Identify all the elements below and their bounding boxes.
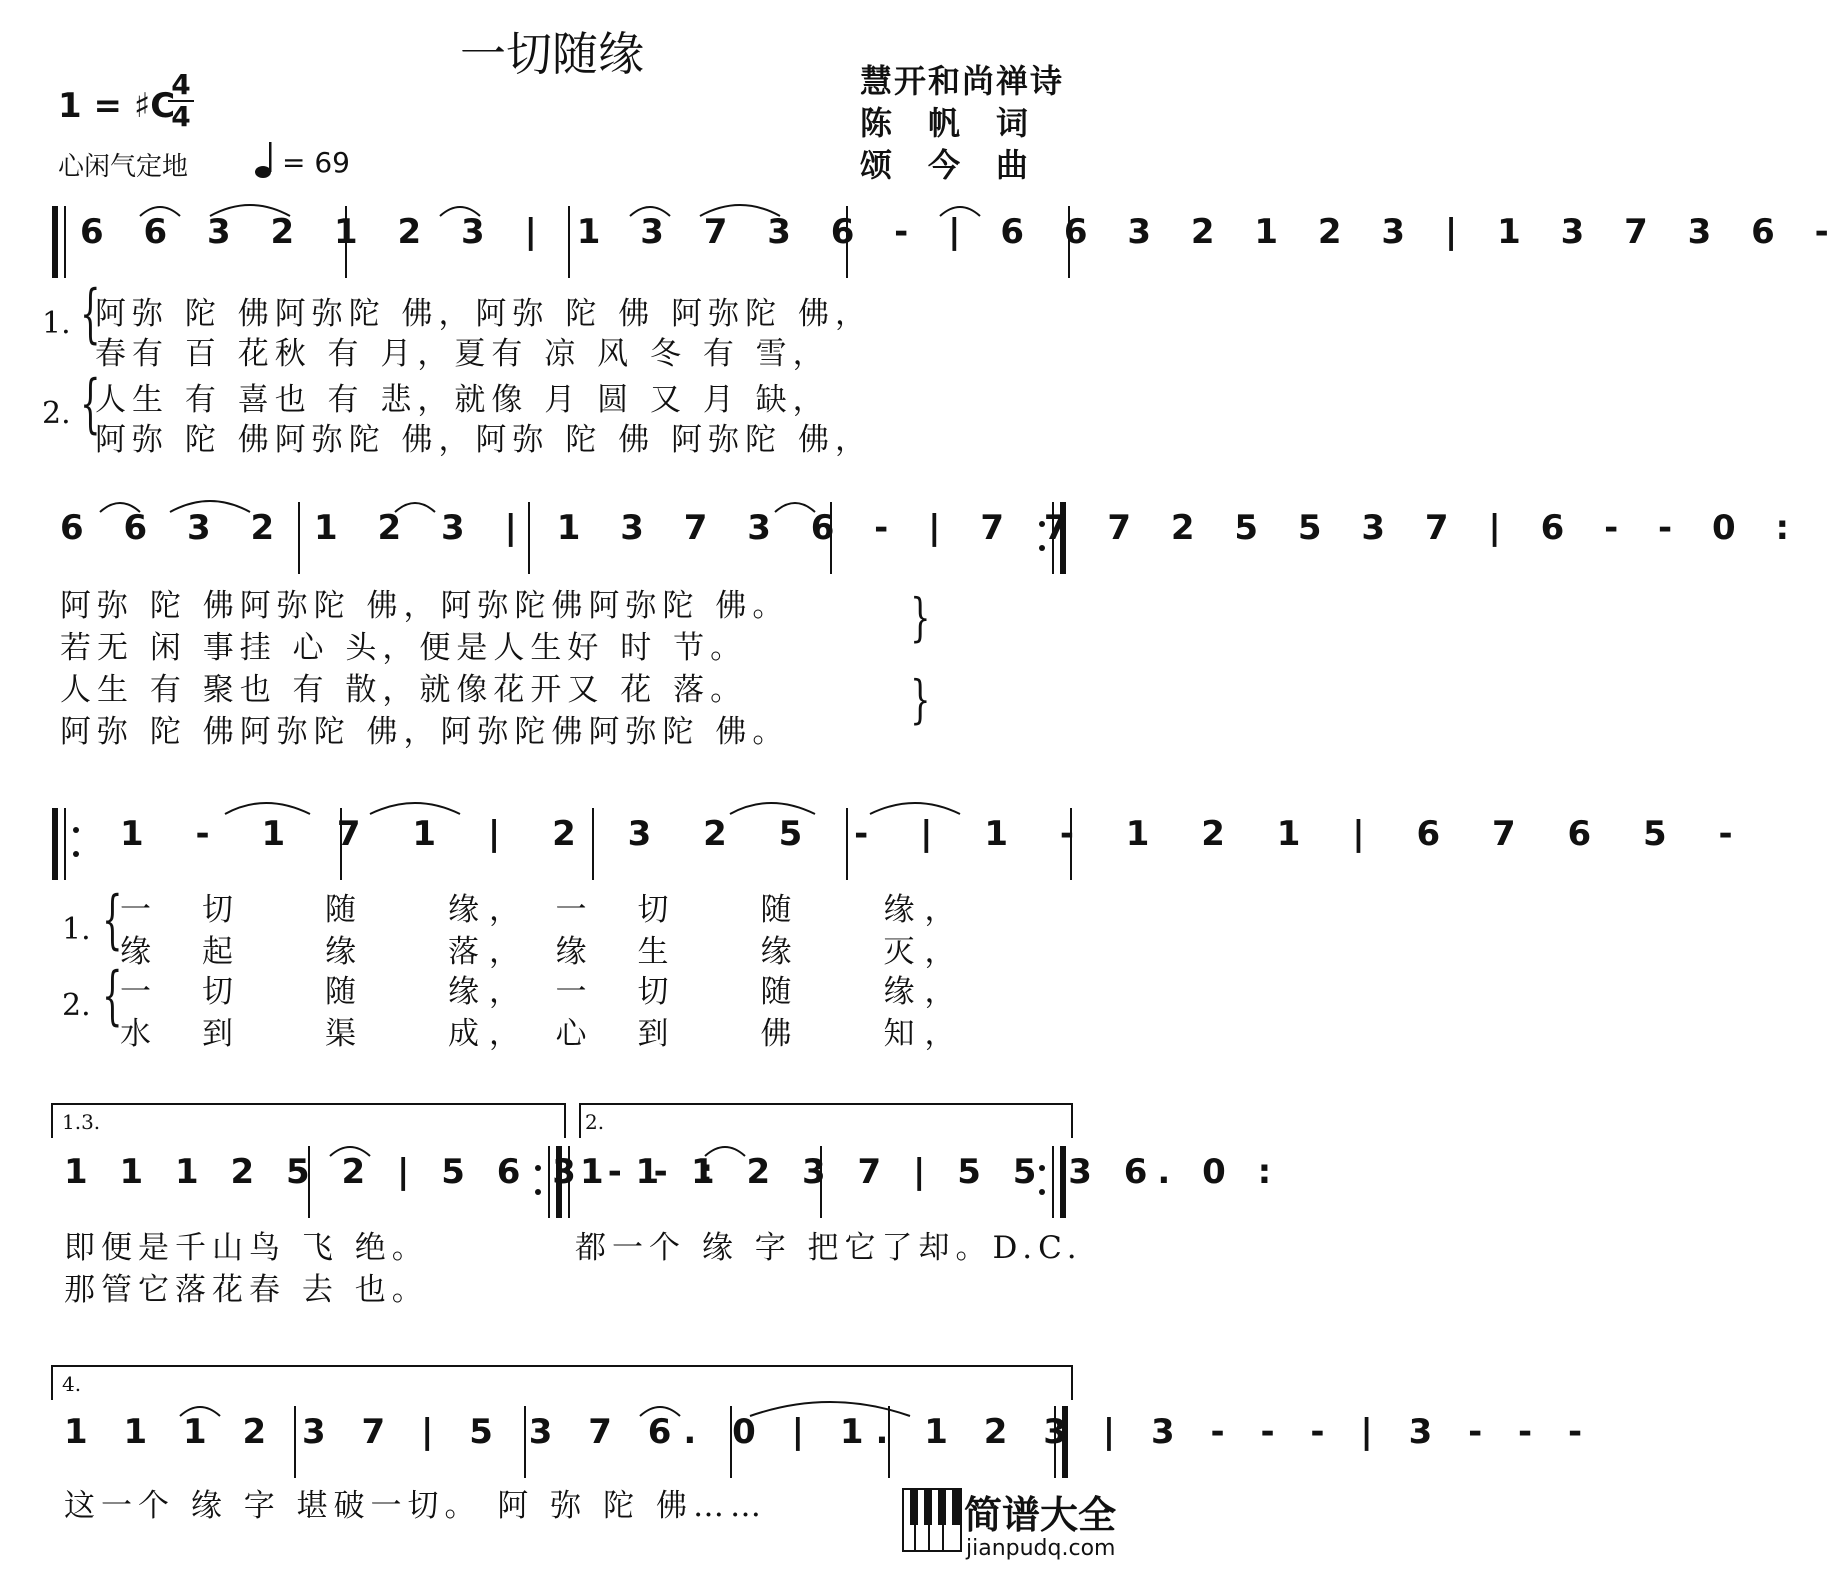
brace-icon: { bbox=[80, 277, 101, 351]
lyric-line: 水 到 渠 成， 心 到 佛 知， bbox=[120, 1016, 966, 1052]
volta-label-1: 1.3. bbox=[62, 1110, 101, 1134]
lyric-line: 即便是千山鸟 飞 绝。 bbox=[64, 1230, 429, 1266]
watermark-brand: 简谱大全 bbox=[964, 1493, 1117, 1537]
staff-row-5 bbox=[40, 1398, 1595, 1488]
key-signature: 1 = ♯C bbox=[58, 86, 176, 126]
staff-row-3 bbox=[40, 800, 1753, 890]
time-numerator: 4 bbox=[171, 68, 191, 101]
lyric-line: 若无 闲 事挂 心 头，便是人生好 时 节。 bbox=[60, 630, 748, 666]
lyric-line: 缘 起 缘 落， 缘 生 缘 灭， bbox=[120, 934, 966, 970]
lyric-line: 阿弥 陀 佛阿弥陀 佛，阿弥 陀 佛 阿弥陀 佛， bbox=[95, 422, 872, 458]
staff-row-1 bbox=[40, 198, 1843, 288]
brace-icon: } bbox=[910, 670, 931, 730]
watermark-logo bbox=[902, 1482, 1117, 1570]
lyric-line: 都一个 缘 字 把它了却。D.C. bbox=[575, 1230, 1083, 1266]
brace-icon: } bbox=[910, 588, 931, 648]
credit-lyricist: 陈 帆 词 bbox=[860, 104, 1031, 142]
brace-icon: { bbox=[102, 959, 123, 1033]
credit-composer: 颂 今 曲 bbox=[860, 146, 1031, 184]
time-denominator: 4 bbox=[171, 100, 191, 133]
lyric-line: 阿弥 陀 佛阿弥陀 佛，阿弥 陀 佛 阿弥陀 佛， bbox=[95, 296, 872, 332]
watermark-url: jianpudq.com bbox=[966, 1536, 1116, 1561]
brace-icon: { bbox=[102, 883, 123, 957]
verse-label-1: 1. bbox=[42, 306, 71, 341]
lyric-line: 人生 有 聚也 有 散，就像花开又 花 落。 bbox=[60, 672, 748, 708]
lyric-line: 一 切 随 缘， 一 切 随 缘， bbox=[120, 892, 966, 928]
credit-poet: 慧开和尚禅诗 bbox=[860, 62, 1065, 100]
piano-keys-icon bbox=[902, 1488, 962, 1552]
time-signature bbox=[168, 70, 194, 132]
verse-label-2: 2. bbox=[42, 396, 71, 431]
staff-row-4 bbox=[40, 1138, 1282, 1228]
staff-row-2 bbox=[40, 494, 1804, 584]
quarter-note-icon bbox=[255, 140, 279, 184]
notes-volta-2: 1 1 1 2 3 7 | 5 5 3 6. 0 : bbox=[580, 1152, 1282, 1192]
notes-row-1: 6 6 3 2 1 2 3 | 1 3 7 3 6 - | 6 6 3 2 1 2 3 | 1 3 7 3 6 - bbox=[80, 212, 1843, 252]
verse-label-2: 2. bbox=[62, 988, 91, 1023]
notes-row-3: 1 - 1 7 1 | 2 3 2 5 - | 1 - 1 2 1 | 6 7 6 5 - bbox=[120, 814, 1753, 854]
page-title: 一切随缘 bbox=[460, 27, 644, 81]
lyric-line: 那管它落花春 去 也。 bbox=[64, 1272, 429, 1308]
notes-volta-4: 1 1 1 2 3 7 | 5 3 7 6. 0 | 1. 1 2 3 | 3 - - - | 3 - - - bbox=[64, 1412, 1595, 1452]
tempo-marking: = 69 bbox=[282, 146, 350, 179]
verse-label-1: 1. bbox=[62, 912, 91, 947]
lyric-line: 阿弥 陀 佛阿弥陀 佛，阿弥陀佛阿弥陀 佛。 bbox=[60, 714, 790, 750]
lyric-line: 春有 百 花秋 有 月，夏有 凉 风 冬 有 雪， bbox=[95, 336, 830, 372]
volta-label-2: 2. bbox=[585, 1110, 605, 1134]
lyric-line: 一 切 随 缘， 一 切 随 缘， bbox=[120, 974, 966, 1010]
volta-label-4: 4. bbox=[62, 1372, 82, 1396]
brace-icon: { bbox=[80, 367, 101, 441]
lyric-line: 人生 有 喜也 有 悲，就像 月 圆 又 月 缺， bbox=[95, 382, 830, 418]
lyric-line: 阿弥 陀 佛阿弥陀 佛，阿弥陀佛阿弥陀 佛。 bbox=[60, 588, 790, 624]
mood-marking: 心闲气定地 bbox=[58, 152, 189, 182]
notes-row-2: 6 6 3 2 1 2 3 | 1 3 7 3 6 - | 7 7 7 2 5 5 3 7 | 6 - - 0 : bbox=[60, 508, 1804, 548]
notes-volta-1: 1 1 1 2 5 2 | 5 6 3 - - : bbox=[64, 1152, 724, 1192]
lyric-line: 这一个 缘 字 堪破一切。 阿 弥 陀 佛…… bbox=[64, 1488, 767, 1524]
